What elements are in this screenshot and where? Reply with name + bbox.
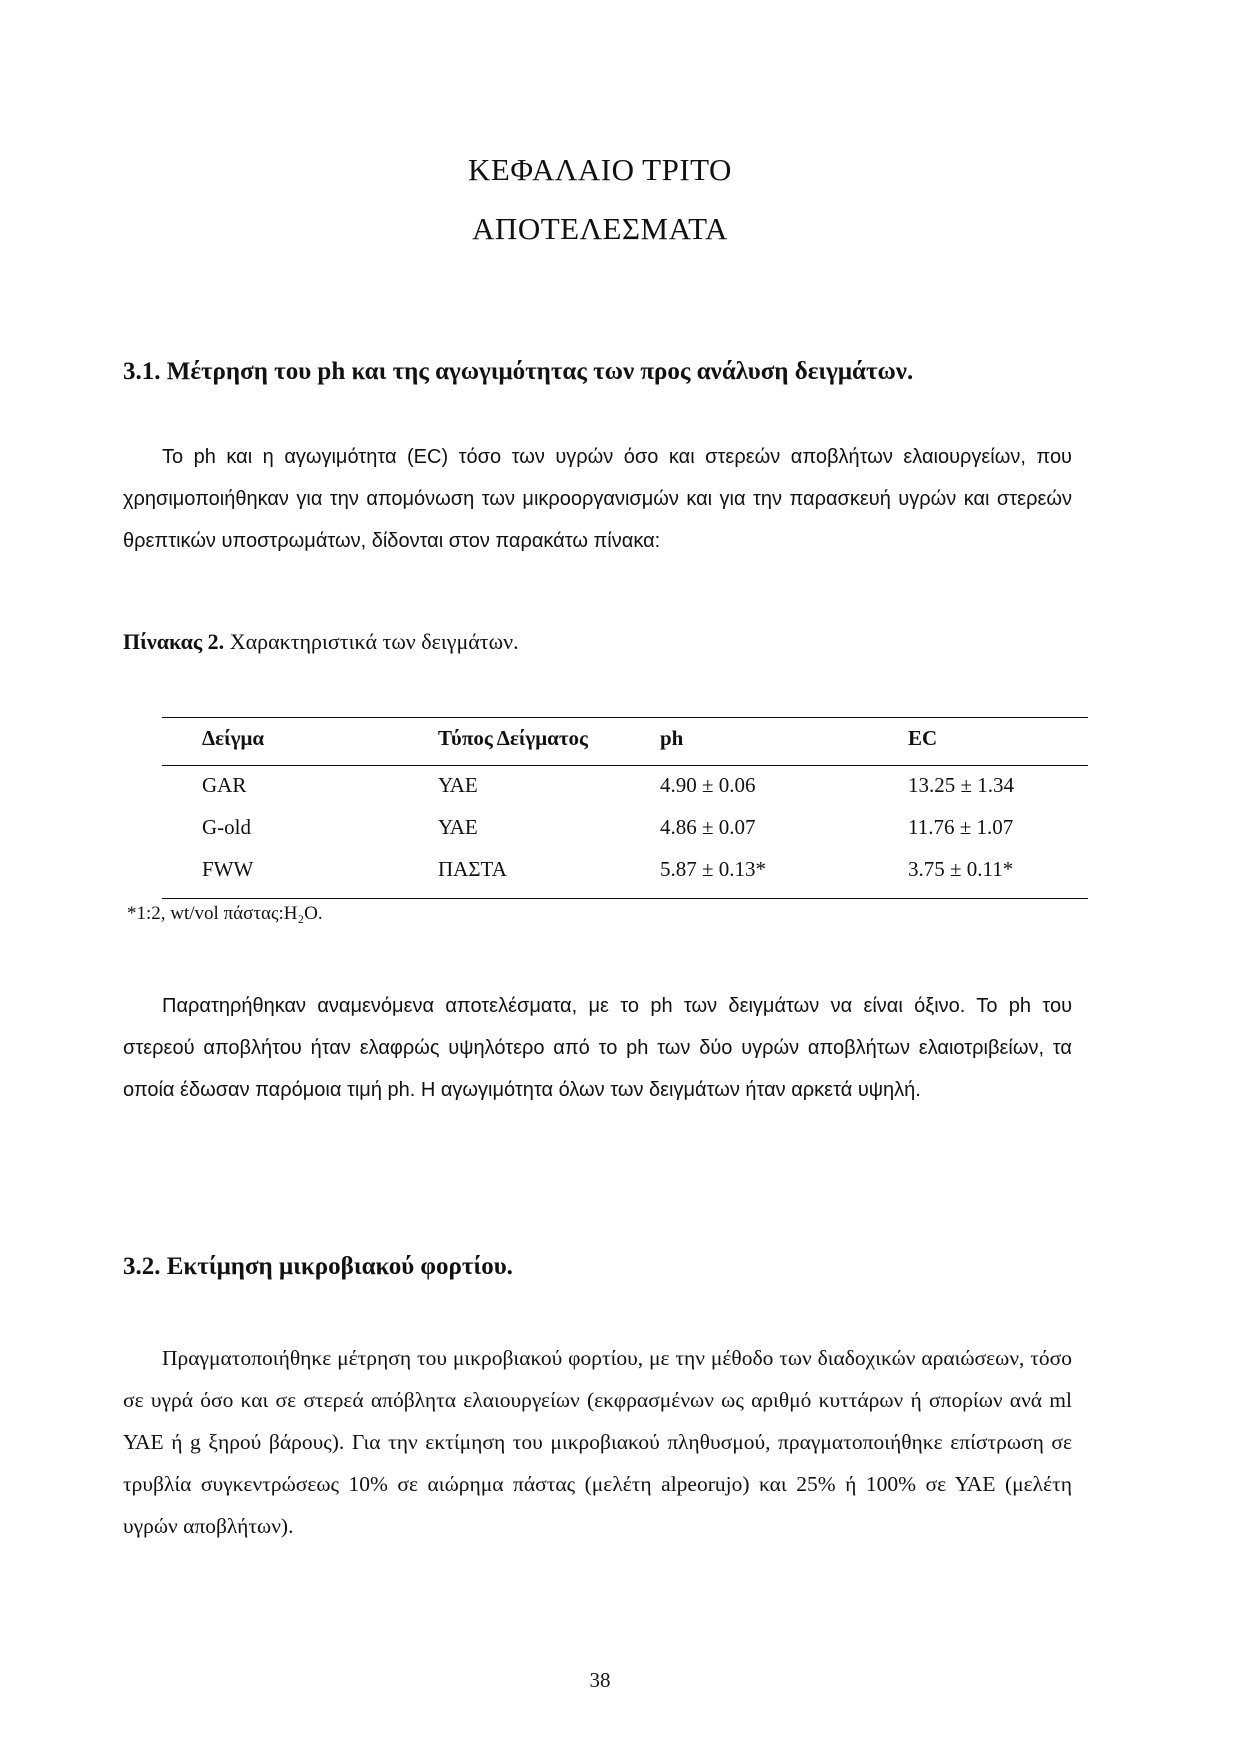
table-bottom-rule: [162, 898, 1088, 899]
table-cell: ΠΑΣΤΑ: [438, 857, 507, 881]
table-cell: GAR: [202, 773, 247, 797]
table-header-ec: EC: [908, 726, 938, 750]
table-top-rule: [162, 717, 1088, 718]
table-cell: 4.86 ± 0.07: [660, 815, 756, 839]
table-cell: G-old: [202, 815, 251, 839]
section-heading-3-1: 3.1. Μέτρηση του ph και της αγωγιμότητας των προς ανάλυση δειγμάτων.: [123, 358, 914, 385]
results-text: Παρατηρήθηκαν αναμενόμενα αποτελέσματα, με το ph των δειγμάτων να είναι όξινο. Το ph του στερεού αποβλήτου ήταν ελαφρώς υψηλότερο από το ph των δύο υγρών αποβλήτων ελαιοτριβείων, τα οποία έδωσαν παρόμοια τιμή ph. Η αγωγιμότητα όλων των δειγμάτων ήταν αρκετά υψηλή.: [123, 995, 1072, 1101]
table-header-rule: [162, 765, 1088, 766]
table-cell: 5.87 ± 0.13*: [660, 857, 767, 881]
results-paragraph: [123, 985, 1072, 1111]
table-cell: 13.25 ± 1.34: [908, 773, 1015, 797]
chapter-title: ΚΕΦΑΛΑΙΟ ΤΡΙΤΟ: [468, 152, 732, 187]
table-caption-label: Πίνακας 2.: [123, 629, 225, 654]
section-heading-3-2: 3.2. Εκτίμηση μικροβιακού φορτίου.: [123, 1253, 513, 1280]
table-cell: ΥΑΕ: [438, 773, 478, 797]
table-cell: 11.76 ± 1.07: [908, 815, 1014, 839]
table-header-sample-type: Τύπος Δείγματος: [438, 726, 588, 750]
page-number: 38: [589, 1668, 611, 1692]
table-cell: 3.75 ± 0.11*: [908, 857, 1014, 881]
section-intro-paragraph: [123, 436, 1072, 562]
table-caption: [123, 629, 519, 655]
microbial-load-paragraph: [123, 1337, 1072, 1547]
table-caption-text: Χαρακτηριστικά των δειγμάτων.: [229, 629, 519, 654]
table-cell: FWW: [202, 857, 254, 881]
table-cell: ΥΑΕ: [438, 815, 478, 839]
chapter-subtitle: ΑΠΟΤΕΛΕΣΜΑΤΑ: [472, 211, 728, 246]
intro-text: Το ph και η αγωγιμότητα (EC) τόσο των υγρών όσο και στερεών αποβλήτων ελαιουργείων, που χρησιμοποιήθηκαν για την απομόνωση των μικροοργανισμών και για την παρασκευή υγρών και στερεών θρεπτικών υποστρωμάτων, δίδονται στον παρακάτω πίνακα:: [123, 446, 1072, 552]
table-cell: 4.90 ± 0.06: [660, 773, 756, 797]
microbial-load-text: Πραγματοποιήθηκε μέτρηση του μικροβιακού φορτίου, με την μέθοδο των διαδοχικών αραιώσεων, τόσο σε υγρά όσο και σε στερεά απόβλητα ελαιουργείων (εκφρασμένων ως αριθμό κυττάρων ή σπορίων ανά ml ΥΑΕ ή g ξηρού βάρους). Για την εκτίμηση του μικροβιακού πληθυσμού, πραγματοποιήθηκε επίστρωση σε τρυβλία συγκεντρώσεως 10% σε αιώρημα πάστας (μελέτη alpeorujo) και 25% ή 100% σε ΥΑΕ (μελέτη υγρών αποβλήτων).: [123, 1346, 1072, 1538]
table-header-sample: Δείγμα: [202, 726, 265, 750]
table-header-ph: ph: [660, 726, 684, 750]
table-footnote: *1:2, wt/vol πάστας:H₂O.: [127, 903, 323, 924]
